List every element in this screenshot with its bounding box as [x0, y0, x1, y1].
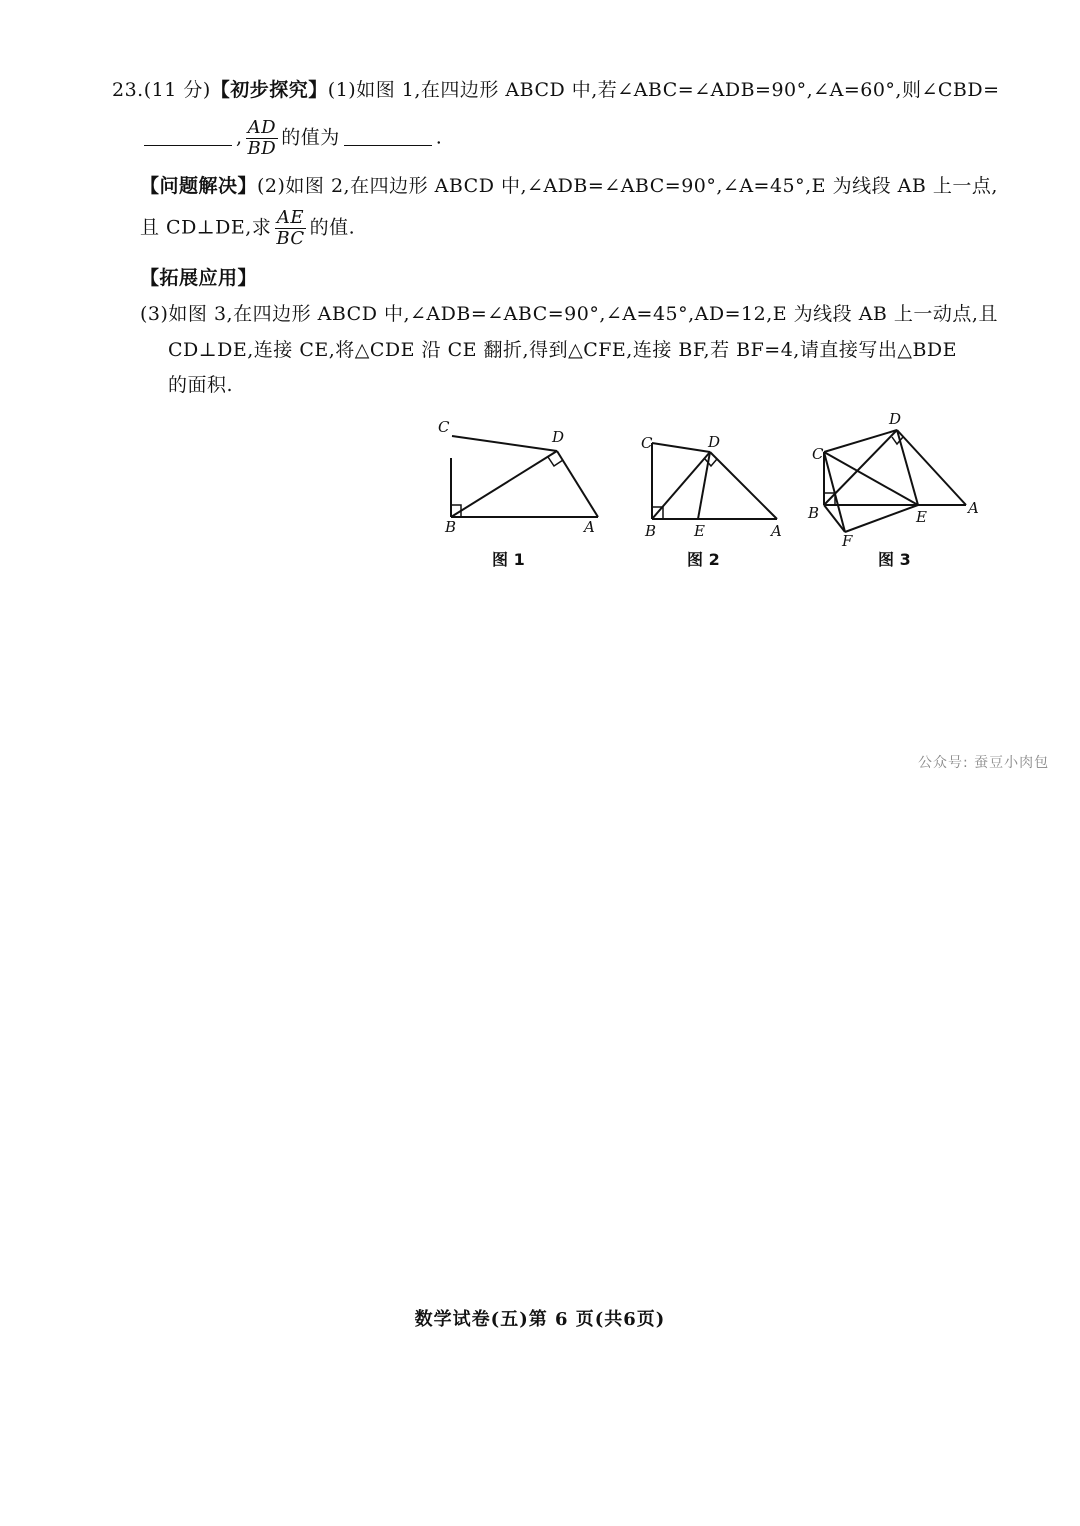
fig2-segment-da: [710, 452, 777, 519]
fig3-label-a: A: [968, 499, 979, 517]
fig3-label-d: D: [889, 410, 902, 428]
fig1-label-b: B: [445, 518, 457, 536]
fig3-label-e: E: [916, 508, 927, 526]
fraction-denominator: BC: [276, 228, 305, 249]
fig2-label-c: C: [641, 434, 653, 452]
question-line-7: CD⊥DE,连接 CE,将△CDE 沿 CE 翻折,得到△CFE,连接 BF,若 BF=4,请直接写出△BDE: [168, 339, 958, 361]
fig1-caption: 图 1: [492, 550, 525, 569]
fig2-label-a: A: [771, 522, 782, 540]
period: .: [435, 126, 443, 149]
part2-text-2: 且 CD⊥DE,求: [140, 216, 272, 239]
question-line-6: (3)如图 3,在四边形 ABCD 中,∠ADB=∠ABC=90°,∠A=45°,AD=12,E 为线段 AB 上一动点,且: [140, 303, 998, 325]
section-tag-explore: 【初步探究】: [210, 79, 328, 101]
fig1-label-a: A: [584, 518, 595, 536]
fraction-numerator: AE: [276, 207, 305, 228]
fig2-label-b: B: [645, 522, 657, 540]
fig1-label-d: D: [552, 428, 565, 446]
figure-1: [451, 436, 598, 517]
fig3-label-b: B: [808, 504, 820, 522]
fig1-segment-da: [557, 451, 598, 517]
section-tag-extend: 【拓展应用】: [140, 267, 258, 289]
fig1-segment-cd: [452, 436, 557, 451]
page-footer: 数学试卷(五)第 6 页(共6页): [414, 1309, 666, 1330]
figures-svg: [0, 0, 1080, 600]
fig1-label-c: C: [438, 418, 450, 436]
fig3-segment-fe: [845, 505, 918, 532]
fig3-label-f: F: [842, 532, 853, 550]
fig1-segment-bd: [451, 451, 557, 517]
part2-text-3: 的值.: [309, 216, 356, 239]
figure-2: [652, 443, 777, 519]
fig3-caption: 图 3: [878, 550, 911, 569]
fig2-label-d: D: [708, 433, 721, 451]
part1-text: (1)如图 1,在四边形 ABCD 中,若∠ABC=∠ADB=90°,∠A=60°,则∠CBD=: [327, 79, 1000, 101]
fig2-caption: 图 2: [687, 550, 720, 569]
watermark-text: 公众号: 蚕豆小肉包: [918, 755, 1050, 771]
fraction-numerator: AD: [247, 117, 277, 138]
fraction-denominator: BD: [247, 138, 277, 159]
fig2-segment-bd: [652, 452, 710, 519]
fig3-label-c: C: [812, 445, 824, 463]
figure-3: [824, 430, 966, 532]
part1-text-2: 的值为: [281, 126, 340, 149]
fig3-segment-ce: [824, 452, 918, 505]
fig2-label-e: E: [694, 522, 705, 540]
section-tag-solve: 【问题解决】: [140, 175, 258, 197]
question-number: 23.(11 分): [112, 79, 211, 101]
fig2-segment-cd: [652, 443, 710, 452]
separator: ,: [236, 126, 243, 149]
question-line-8: 的面积.: [168, 374, 234, 396]
part2-text: (2)如图 2,在四边形 ABCD 中,∠ADB=∠ABC=90°,∠A=45°,E 为线段 AB 上一点,: [257, 175, 998, 197]
